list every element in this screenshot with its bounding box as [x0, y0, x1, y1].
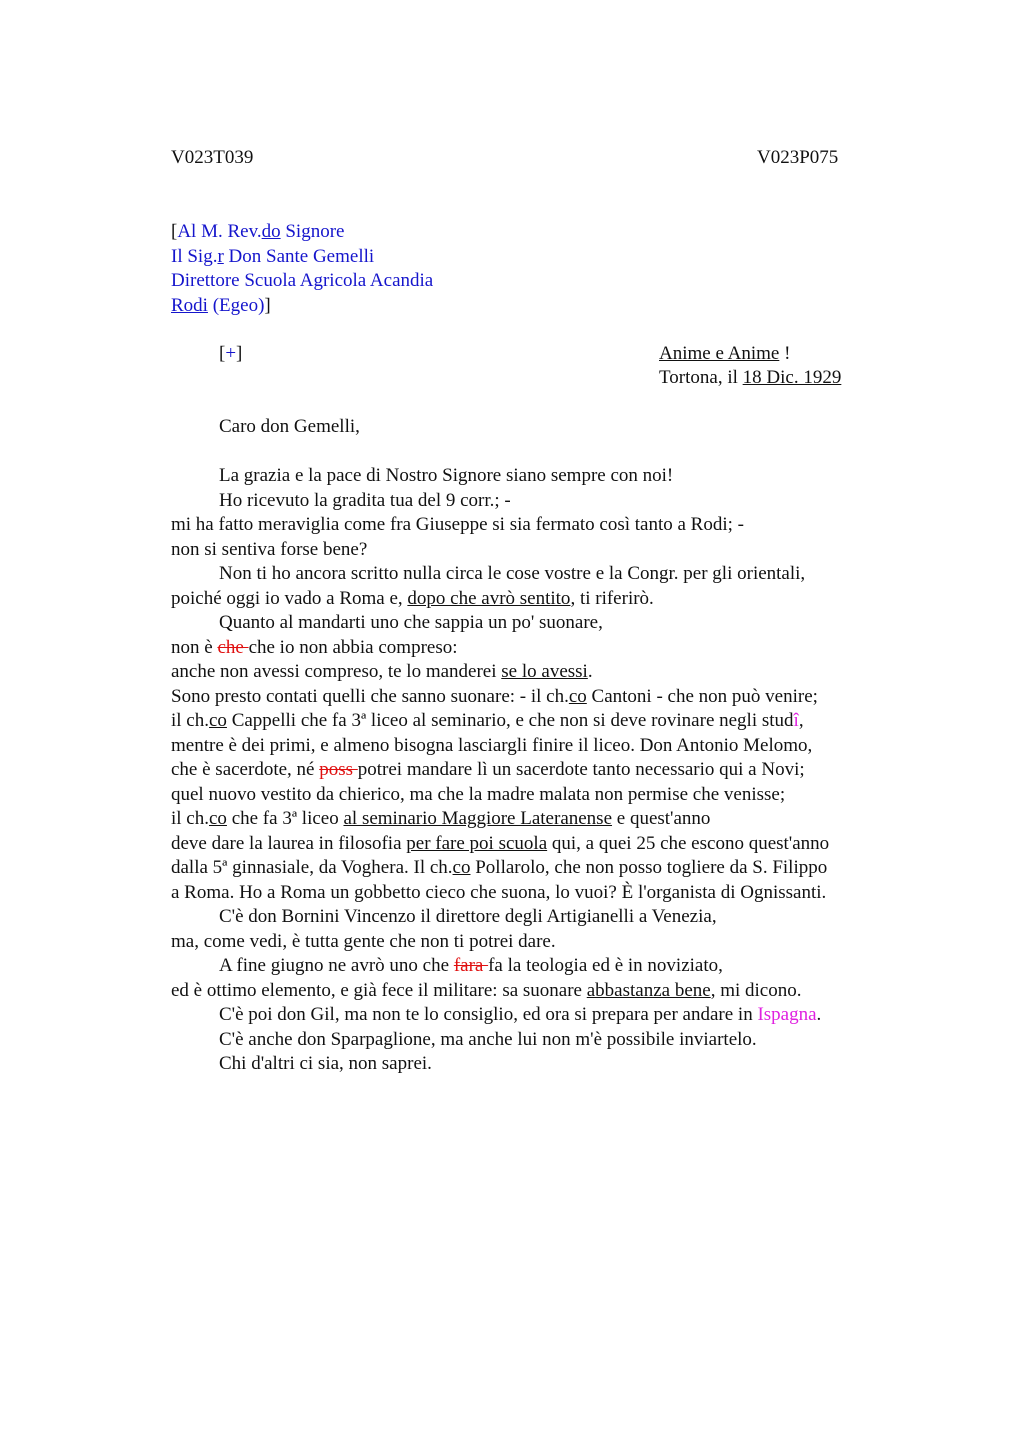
- deleted-text: fara: [453, 955, 489, 976]
- body-line: poiché oggi io vado a Roma e, dopo che avrò sentito, ti riferirò.: [171, 587, 654, 609]
- body-line: quel nuovo vestito da chierico, ma che la madre malata non permise che venisse;: [171, 783, 786, 805]
- document-code-right: V023P075: [757, 147, 839, 168]
- letter-body: [171, 464, 829, 1077]
- address-line-1: [Al M. Rev.do Signore: [171, 221, 345, 242]
- body-line: Quanto al mandarti uno che sappia un po' suonare,: [219, 612, 603, 633]
- cross-sign: [+]: [219, 343, 243, 364]
- body-line: ma, come vedi, è tutta gente che non ti potrei dare.: [171, 930, 556, 952]
- address-line-3: Direttore Scuola Agricola Acandia: [171, 270, 434, 291]
- body-line: deve dare la laurea in filosofia per fare poi scuola qui, a quei 25 che escono quest'anno: [171, 832, 830, 854]
- body-line: Sono presto contati quelli che sanno suonare: - il ch.co Cantoni - che non può venire;: [171, 685, 818, 707]
- body-line: mentre è dei primi, e almeno bisogna lasciargli finire il liceo. Don Antonio Melomo,: [171, 734, 813, 756]
- deleted-text: poss: [319, 759, 358, 780]
- body-line: non si sentiva forse bene?: [171, 538, 368, 560]
- body-line: non è che che io non abbia compreso:: [171, 636, 458, 658]
- body-line: mi ha fatto meraviglia come fra Giuseppe si sia fermato così tanto a Rodi; -: [171, 514, 744, 535]
- address-line-4: Rodi (Egeo)]: [171, 294, 271, 316]
- body-line: Chi d'altri ci sia, non saprei.: [219, 1053, 432, 1074]
- body-line: C'è don Bornini Vincenzo il direttore degli Artigianelli a Venezia,: [219, 906, 717, 927]
- body-line: che è sacerdote, né poss potrei mandare lì un sacerdote tanto necessario qui a Novi;: [171, 759, 805, 780]
- body-line: Ho ricevuto la gradita tua del 9 corr.; -: [219, 489, 511, 511]
- body-line: C'è anche don Sparpaglione, ma anche lui non m'è possibile inviartelo.: [219, 1028, 757, 1050]
- body-line: dalla 5ª ginnasiale, da Voghera. Il ch.co Pollarolo, che non posso togliere da S. Filippo: [171, 857, 828, 878]
- document-code-left: V023T039: [171, 147, 254, 168]
- address-line-2: Il Sig.r Don Sante Gemelli: [171, 245, 375, 267]
- body-line: il ch.co che fa 3ª liceo al seminario Maggiore Lateranense e quest'anno: [171, 808, 711, 829]
- body-line: Non ti ho ancora scritto nulla circa le cose vostre e la Congr. per gli orientali,: [219, 563, 806, 584]
- salutation: Caro don Gemelli,: [219, 416, 360, 437]
- address-block: [171, 220, 433, 318]
- body-line: La grazia e la pace di Nostro Signore siano sempre con noi!: [219, 465, 674, 486]
- motto-line: Anime e Anime !: [659, 343, 791, 364]
- body-line: A fine giugno ne avrò uno che fara fa la teologia ed è in noviziato,: [219, 955, 723, 976]
- deleted-text: che: [217, 636, 249, 658]
- body-line: a Roma. Ho a Roma un gobbetto cieco che suona, lo vuoi? È l'organista di Ognissanti.: [171, 881, 827, 903]
- body-line: C'è poi don Gil, ma non te lo consiglio, ed ora si prepara per andare in Ispagna.: [219, 1004, 822, 1025]
- dateline: Tortona, il 18 Dic. 1929: [659, 367, 842, 388]
- body-line: ed è ottimo elemento, e già fece il militare: sa suonare abbastanza bene, mi dicono.: [171, 979, 802, 1001]
- highlighted-text: î: [793, 710, 799, 731]
- highlighted-text: Ispagna: [757, 1004, 817, 1025]
- body-line: il ch.co Cappelli che fa 3ª liceo al seminario, e che non si deve rovinare negli studî,: [171, 710, 804, 731]
- body-line: anche non avessi compreso, te lo manderei se lo avessi.: [171, 661, 593, 682]
